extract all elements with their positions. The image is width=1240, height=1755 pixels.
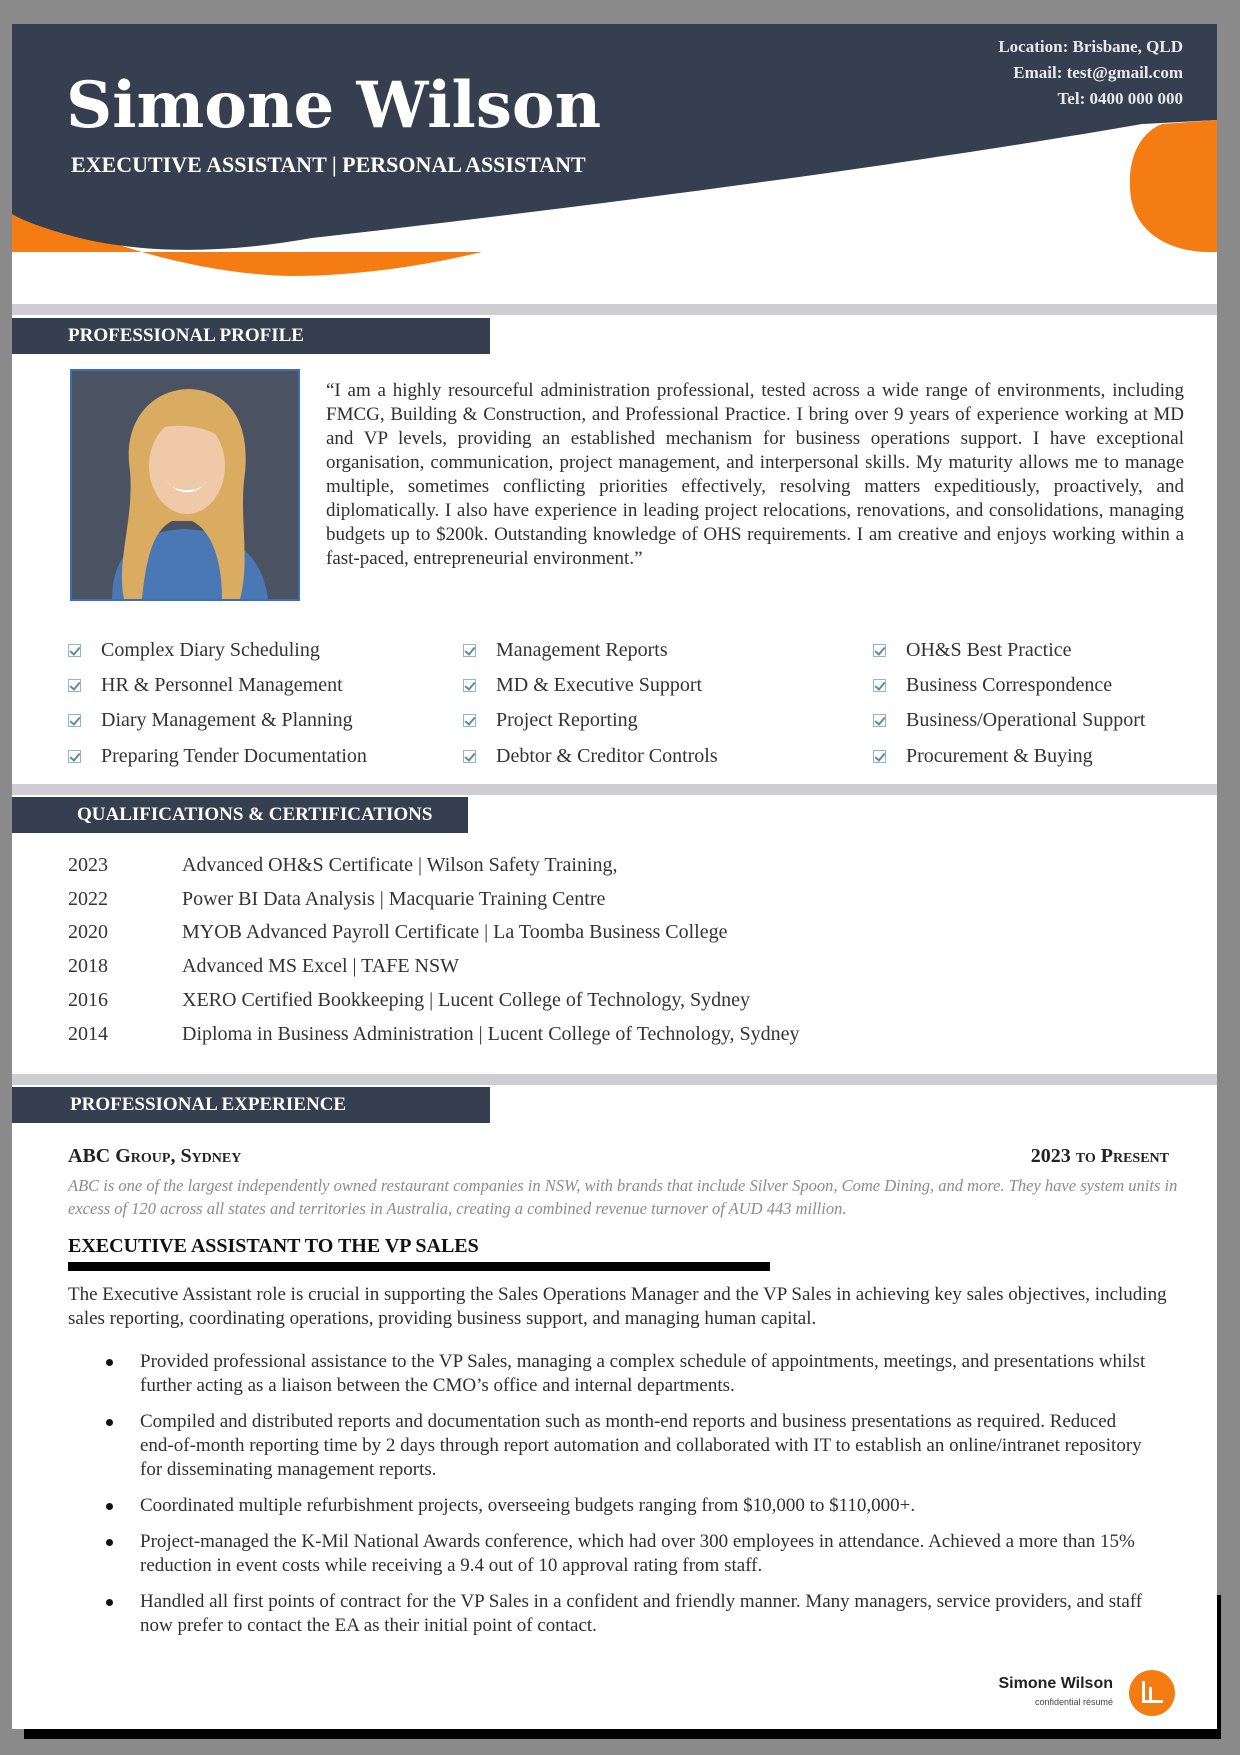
skill-label: Debtor & Creditor Controls: [496, 745, 718, 767]
qualification-row: [68, 851, 618, 879]
checkbox-icon: [68, 644, 81, 657]
achievement-text: Provided professional assistance to the VP Sales, managing a complex schedule of appointments, meetings, and presentations whilst further acting as a liaison between the CMO’s office and internal departments.: [140, 1351, 1146, 1396]
checkbox-icon: [463, 644, 476, 657]
bullet-icon: [106, 1419, 113, 1426]
qualifications-heading: QUALIFICATIONS & CERTIFICATIONS: [12, 797, 468, 833]
profile-photo: [70, 369, 300, 601]
skill-label: Business/Operational Support: [906, 709, 1146, 731]
role-summary: The Executive Assistant role is crucial in supporting the Sales Operations Manager and the VP Sales in achieving key sales objectives, including sales reporting, coordinating operations, providing business support, and managing human capital.: [68, 1284, 1167, 1329]
profile-summary: “I am a highly resourceful administration professional, tested across a wide range of environments, including FMCG, Building & Construction, and Professional Practice. I bring over 9 years of experience working at MD and VP levels, providing an established mechanism for business operations support. I have exceptional organisation, communication, project management, and interpersonal skills. My maturity allows me to manage multiple, sometimes conflicting priorities effectively, resolving matters expeditiously, proactively, and diplomatically. I also have experience in leading project relocations, renovations, and consolidations, managing budgets up to $200k. Outstanding knowledge of OHS requirements. I am creative and enjoys working within a fast-paced, entrepreneurial environment.”: [326, 380, 1184, 569]
bullet-icon: [106, 1359, 113, 1366]
contact-phone: Tel: 0400 000 000: [1057, 89, 1183, 108]
skill-label: Preparing Tender Documentation: [101, 745, 367, 767]
employer-name: ABC Group, Sydney: [68, 1145, 242, 1167]
skill-item: [68, 706, 353, 734]
achievement-item: [100, 1494, 1150, 1518]
footer-subtitle: confidential résumé: [1034, 1697, 1113, 1707]
skill-item: [68, 636, 320, 664]
skill-item: [463, 742, 718, 770]
footer-name: Simone Wilson: [998, 1675, 1113, 1692]
qualification-text: Advanced OH&S Certificate | Wilson Safety Training,: [182, 854, 618, 876]
achievement-item: [100, 1410, 1150, 1482]
skill-item: [873, 671, 1112, 699]
qualification-text: Power BI Data Analysis | Macquarie Training Centre: [182, 888, 606, 910]
section-rule: [12, 304, 1217, 315]
experience-heading: PROFESSIONAL EXPERIENCE: [12, 1087, 490, 1123]
skill-item: [873, 636, 1072, 664]
bullet-icon: [106, 1599, 113, 1606]
skill-label: OH&S Best Practice: [906, 639, 1072, 661]
checkbox-icon: [463, 750, 476, 763]
achievement-item: [100, 1350, 1150, 1398]
skill-item: [873, 742, 1093, 770]
checkbox-icon: [873, 644, 886, 657]
qualification-year: 2014: [68, 1023, 108, 1045]
skill-label: Procurement & Buying: [906, 745, 1093, 767]
skill-label: Business Correspondence: [906, 674, 1113, 696]
achievement-text: Project-managed the K-Mil National Awards conference, which had over 300 employees in attendance. Achieved a more than 15% reduction in event costs while receiving a 9.4 out of 10 approval rating from staff.: [140, 1531, 1135, 1576]
achievement-item: [100, 1530, 1150, 1578]
achievement-list: [100, 1350, 1150, 1650]
checkbox-icon: [68, 750, 81, 763]
checkbox-icon: [873, 714, 886, 727]
qualification-row: [68, 1020, 800, 1048]
candidate-name: Simone Wilson: [66, 68, 602, 143]
skill-label: Management Reports: [496, 639, 668, 661]
orange-circle: [1130, 120, 1217, 252]
resume-page: [12, 24, 1217, 1729]
skill-label: MD & Executive Support: [496, 674, 703, 696]
bullet-icon: [106, 1539, 113, 1546]
skill-label: Complex Diary Scheduling: [101, 639, 320, 661]
qualification-row: [68, 986, 750, 1014]
role-title: EXECUTIVE ASSISTANT TO THE VP SALES: [68, 1235, 479, 1257]
brand-logo-icon: [1129, 1670, 1175, 1716]
contact-block: [998, 34, 1183, 112]
skill-label: Project Reporting: [496, 709, 638, 731]
candidate-title: EXECUTIVE ASSISTANT | PERSONAL ASSISTANT: [71, 152, 586, 177]
qualification-row: [68, 885, 605, 913]
qualification-year: 2018: [68, 955, 108, 977]
skill-label: Diary Management & Planning: [101, 709, 353, 731]
section-rule: [12, 1074, 1217, 1085]
profile-photo-illustration: [72, 371, 298, 599]
achievement-item: [100, 1590, 1150, 1638]
contact-email: Email: test@gmail.com: [1013, 63, 1183, 82]
qualification-year: 2022: [68, 888, 108, 910]
employment-period: 2023 to Present: [1030, 1145, 1169, 1167]
qualification-text: Advanced MS Excel | TAFE NSW: [182, 955, 459, 977]
skill-item: [68, 671, 343, 699]
skill-item: [873, 706, 1145, 734]
achievement-text: Coordinated multiple refurbishment projects, overseeing budgets ranging from $10,000 to $110,000+.: [140, 1495, 916, 1516]
qualification-row: [68, 952, 459, 980]
checkbox-icon: [873, 679, 886, 692]
employer-description: ABC is one of the largest independently owned restaurant companies in NSW, with brands that include Silver Spoon, Come Dining, and more. They have system units in excess of 120 across all states and territories in Australia, creating a combined revenue turnover of AUD 443 million.: [68, 1176, 1178, 1218]
skill-item: [463, 706, 638, 734]
role-underline: [68, 1262, 770, 1271]
checkbox-icon: [68, 714, 81, 727]
achievement-text: Handled all first points of contract for the VP Sales in a confident and friendly manner. Many managers, service providers, and staff now prefer to contact the EA as their initial point of contact.: [140, 1591, 1143, 1636]
contact-location: Location: Brisbane, QLD: [998, 37, 1183, 56]
skill-label: HR & Personnel Management: [101, 674, 343, 696]
achievement-text: Compiled and distributed reports and documentation such as month-end reports and business presentations as required. Reduced end-of-month reporting time by 2 days through report automation and collaborated with IT to establish an online/intranet repository for disseminating management reports.: [140, 1411, 1142, 1480]
skill-item: [68, 742, 367, 770]
qualification-text: Diploma in Business Administration | Lucent College of Technology, Sydney: [182, 1023, 800, 1045]
checkbox-icon: [463, 714, 476, 727]
skill-item: [463, 636, 668, 664]
bullet-icon: [106, 1503, 113, 1510]
checkbox-icon: [463, 679, 476, 692]
checkbox-icon: [873, 750, 886, 763]
qualification-year: 2016: [68, 989, 108, 1011]
qualification-year: 2023: [68, 854, 108, 876]
section-rule: [12, 784, 1217, 795]
skill-item: [463, 671, 702, 699]
qualification-year: 2020: [68, 921, 108, 943]
qualification-row: [68, 918, 727, 946]
qualification-text: XERO Certified Bookkeeping | Lucent College of Technology, Sydney: [182, 989, 751, 1011]
profile-heading: PROFESSIONAL PROFILE: [12, 318, 490, 354]
qualification-text: MYOB Advanced Payroll Certificate | La Toomba Business College: [182, 921, 728, 943]
checkbox-icon: [68, 679, 81, 692]
